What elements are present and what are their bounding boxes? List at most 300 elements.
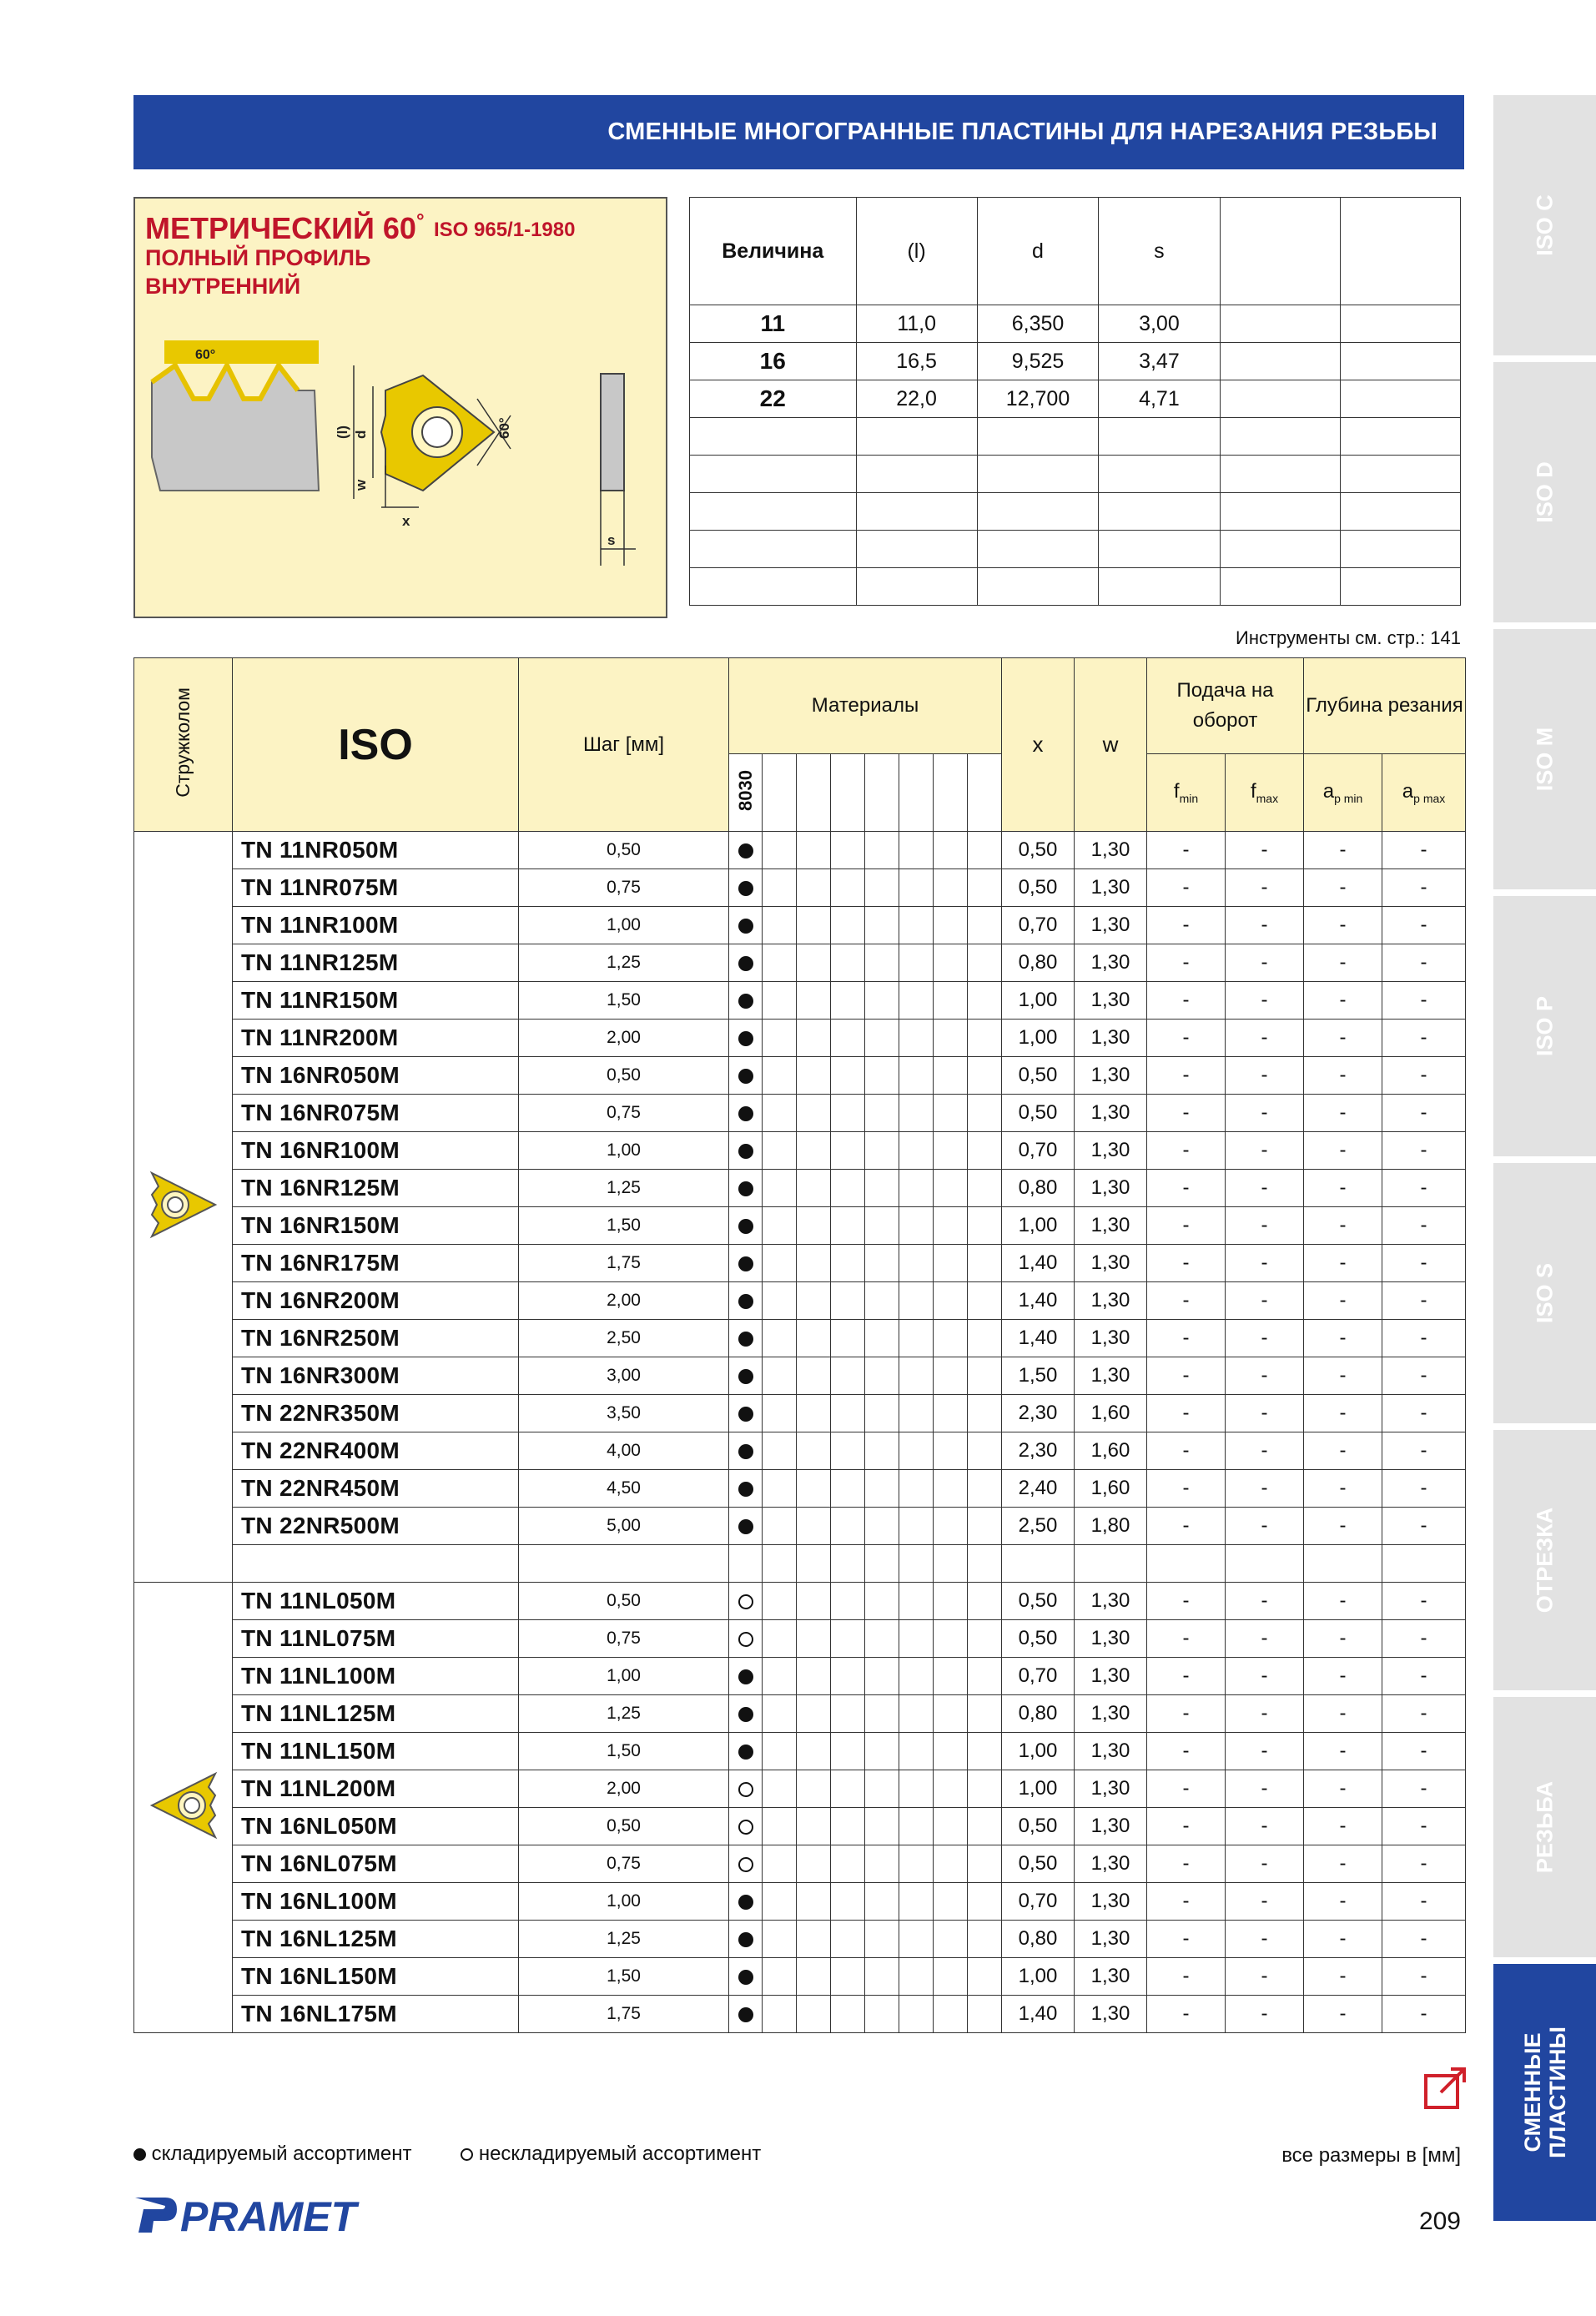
side-tab[interactable]: [1493, 896, 1596, 1156]
material-empty-cell: [934, 1583, 968, 1620]
fmin-value: -: [1147, 982, 1226, 1020]
size-header-cell: d: [977, 198, 1099, 305]
material-empty-cell: [797, 832, 831, 869]
material-empty-cell: [797, 1020, 831, 1057]
stock-status: [729, 1733, 763, 1770]
material-empty-cell: [831, 1921, 865, 1958]
apmax-value: -: [1382, 1658, 1466, 1695]
material-empty-cell: [899, 1996, 934, 2033]
material-empty-cell: [797, 1132, 831, 1170]
material-empty-cell: [968, 1245, 1002, 1282]
material-empty-cell: [899, 1020, 934, 1057]
chipbreaker-header: Стружколом: [134, 658, 233, 832]
w-value: [1075, 1545, 1147, 1583]
fmax-value: -: [1226, 832, 1304, 869]
material-empty-cell: [865, 1057, 899, 1095]
filled-dot-icon: [738, 1144, 753, 1159]
material-empty-cell: [797, 1170, 831, 1207]
stock-status: [729, 869, 763, 907]
apmin-value: -: [1304, 1808, 1382, 1845]
material-empty-cell: [968, 1132, 1002, 1170]
x-value: 2,50: [1002, 1508, 1075, 1545]
fmin-value: -: [1147, 1620, 1226, 1658]
table-row: [134, 1470, 1466, 1508]
fmax-value: -: [1226, 1395, 1304, 1432]
insert-code: TN 16NL175M: [233, 1996, 519, 2033]
stock-status: [729, 1545, 763, 1583]
material-empty-cell: [763, 907, 797, 944]
fmax-value: -: [1226, 1432, 1304, 1470]
side-tab-label: ISO M: [1532, 727, 1557, 792]
material-empty-cell: [865, 1432, 899, 1470]
side-tab[interactable]: [1493, 629, 1596, 889]
table-row: [134, 1733, 1466, 1770]
apmin-value: -: [1304, 1996, 1382, 2033]
w-value: 1,30: [1075, 907, 1147, 944]
x-value: 0,50: [1002, 1095, 1075, 1132]
stock-status: [729, 832, 763, 869]
size-value-cell: [1220, 380, 1340, 418]
apmin-value: -: [1304, 1845, 1382, 1883]
fmax-value: -: [1226, 1245, 1304, 1282]
material-empty-cell: [797, 1883, 831, 1921]
pitch-value: 0,75: [519, 869, 729, 907]
insert-code: TN 11NR150M: [233, 982, 519, 1020]
filled-dot-icon: [738, 1369, 753, 1384]
fmin-value: -: [1147, 869, 1226, 907]
fmin-value: -: [1147, 1808, 1226, 1845]
fmin-value: -: [1147, 1357, 1226, 1395]
apmin-value: -: [1304, 982, 1382, 1020]
size-header-cell: [1220, 198, 1340, 305]
filled-dot-icon: [133, 2148, 146, 2161]
apmin-value: -: [1304, 1432, 1382, 1470]
apmin-value: -: [1304, 1095, 1382, 1132]
material-empty-cell: [831, 1508, 865, 1545]
material-empty-cell: [763, 1282, 797, 1320]
apmax-value: -: [1382, 907, 1466, 944]
stock-status: [729, 1207, 763, 1245]
pitch-value: 0,50: [519, 832, 729, 869]
table-row: [134, 907, 1466, 944]
material-empty-cell: [899, 1545, 934, 1583]
material-empty-cell: [831, 1207, 865, 1245]
size-value-cell: 4,71: [1099, 380, 1220, 418]
size-value-cell: [1340, 305, 1460, 343]
x-value: 1,00: [1002, 1958, 1075, 1996]
svg-text:60°: 60°: [195, 348, 216, 362]
size-value-cell: [1099, 531, 1220, 568]
material-empty-cell: [865, 1658, 899, 1695]
w-value: 1,30: [1075, 1357, 1147, 1395]
stock-status: [729, 1845, 763, 1883]
fmin-value: -: [1147, 1095, 1226, 1132]
tools-reference-note: Инструменты см. стр.: 141: [1236, 627, 1461, 648]
material-empty-cell: [831, 1808, 865, 1845]
fmax-value: -: [1226, 1733, 1304, 1770]
material-empty-cell: [763, 1770, 797, 1808]
apmax-value: -: [1382, 1695, 1466, 1733]
material-empty-cell: [763, 1845, 797, 1883]
x-value: 0,80: [1002, 944, 1075, 982]
material-empty-cell: [797, 1245, 831, 1282]
x-value: 1,00: [1002, 982, 1075, 1020]
material-empty-cell: [865, 1620, 899, 1658]
w-value: 1,30: [1075, 832, 1147, 869]
material-empty-cell: [797, 1395, 831, 1432]
profile-standard: ISO 965/1-1980: [434, 219, 576, 241]
stock-status: [729, 1282, 763, 1320]
material-empty-cell: [865, 1245, 899, 1282]
table-row: [134, 869, 1466, 907]
insert-code: TN 16NL075M: [233, 1845, 519, 1883]
stock-status: [729, 1320, 763, 1357]
material-empty-cell: [797, 1996, 831, 2033]
material-empty-cell: [899, 1207, 934, 1245]
apmax-value: -: [1382, 1432, 1466, 1470]
size-table-row: [690, 456, 1461, 493]
fmax-value: -: [1226, 1808, 1304, 1845]
material-empty-cell: [899, 944, 934, 982]
size-cell: [690, 531, 857, 568]
side-tab[interactable]: [1493, 1430, 1596, 1690]
pitch-value: 1,75: [519, 1245, 729, 1282]
stock-status: [729, 944, 763, 982]
filled-dot-icon: [738, 1294, 753, 1309]
material-empty-cell: [934, 1733, 968, 1770]
stock-status: [729, 982, 763, 1020]
fmax-value: -: [1226, 1583, 1304, 1620]
material-empty-cell: [865, 1132, 899, 1170]
size-value-cell: [1340, 456, 1460, 493]
size-header-cell: [1340, 198, 1460, 305]
material-empty-cell: [797, 1320, 831, 1357]
size-value-cell: [1340, 343, 1460, 380]
material-empty-cell: [968, 1921, 1002, 1958]
material-empty-cell: [934, 1207, 968, 1245]
material-empty-cell: [934, 1470, 968, 1508]
fmax-value: -: [1226, 1020, 1304, 1057]
x-value: 0,70: [1002, 907, 1075, 944]
size-value-cell: [1099, 418, 1220, 456]
material-empty-cell: [831, 869, 865, 907]
stock-status: [729, 1057, 763, 1095]
material-empty-cell: [831, 1395, 865, 1432]
material-empty-cell: [865, 1996, 899, 2033]
insert-geometry-diagram: [135, 340, 666, 607]
w-value: 1,30: [1075, 1245, 1147, 1282]
apmin-value: -: [1304, 1282, 1382, 1320]
side-tab[interactable]: [1493, 95, 1596, 355]
table-row: [134, 1770, 1466, 1808]
size-table-row: [690, 305, 1461, 343]
size-value-cell: [977, 531, 1099, 568]
w-value: 1,30: [1075, 1733, 1147, 1770]
material-empty-cell: [763, 1658, 797, 1695]
material-empty-cell: [831, 1057, 865, 1095]
filled-dot-icon: [738, 1707, 753, 1722]
pitch-value: 1,75: [519, 1996, 729, 2033]
fmin-value: [1147, 1545, 1226, 1583]
size-cell: 22: [690, 380, 857, 418]
material-empty-cell: [934, 1958, 968, 1996]
size-value-cell: [1220, 456, 1340, 493]
w-value: 1,30: [1075, 1845, 1147, 1883]
material-empty-cell: [934, 1245, 968, 1282]
material-empty-cell: [865, 1883, 899, 1921]
material-empty-cell: [899, 1883, 934, 1921]
size-value-cell: [1220, 531, 1340, 568]
fmin-value: -: [1147, 1996, 1226, 2033]
material-empty-cell: [934, 1808, 968, 1845]
insert-code: TN 16NL100M: [233, 1883, 519, 1921]
w-value: 1,30: [1075, 1282, 1147, 1320]
apmax-value: -: [1382, 1095, 1466, 1132]
size-table: [689, 197, 1461, 606]
open-dot-icon: [738, 1594, 753, 1609]
material-empty-cell: [865, 907, 899, 944]
apmax-value: -: [1382, 869, 1466, 907]
filled-dot-icon: [738, 1219, 753, 1234]
material-empty-cell: [968, 1282, 1002, 1320]
material-empty-header: [934, 754, 968, 832]
size-value-cell: [1340, 380, 1460, 418]
insert-code: TN 22NR500M: [233, 1508, 519, 1545]
size-value-cell: [977, 493, 1099, 531]
material-empty-cell: [831, 1770, 865, 1808]
table-row: [134, 1207, 1466, 1245]
material-empty-header: [831, 754, 865, 832]
table-row: [134, 1357, 1466, 1395]
material-empty-cell: [934, 944, 968, 982]
apmax-value: -: [1382, 1132, 1466, 1170]
material-empty-cell: [797, 907, 831, 944]
material-empty-cell: [934, 1508, 968, 1545]
filled-dot-icon: [738, 1669, 753, 1684]
side-tab[interactable]: [1493, 1697, 1596, 1957]
open-dot-icon: [738, 1632, 753, 1647]
insert-code: TN 16NR200M: [233, 1282, 519, 1320]
material-empty-cell: [831, 982, 865, 1020]
size-value-cell: [856, 456, 977, 493]
pitch-value: 0,50: [519, 1583, 729, 1620]
table-row: [134, 1432, 1466, 1470]
material-empty-cell: [968, 1095, 1002, 1132]
material-empty-cell: [968, 1357, 1002, 1395]
material-empty-cell: [968, 1996, 1002, 2033]
w-value: 1,30: [1075, 1620, 1147, 1658]
material-empty-cell: [831, 1170, 865, 1207]
feed-header: Подача на оборот: [1147, 658, 1304, 754]
material-empty-cell: [831, 1132, 865, 1170]
profile-type: ПОЛНЫЙ ПРОФИЛЬ: [145, 245, 371, 270]
fmin-value: -: [1147, 1958, 1226, 1996]
fmin-value: -: [1147, 1921, 1226, 1958]
table-row: [134, 1057, 1466, 1095]
material-empty-cell: [865, 1207, 899, 1245]
filled-dot-icon: [738, 1932, 753, 1947]
material-empty-cell: [865, 1470, 899, 1508]
material-empty-cell: [865, 1020, 899, 1057]
size-table-row: [690, 568, 1461, 606]
fmax-value: -: [1226, 869, 1304, 907]
material-empty-cell: [831, 1583, 865, 1620]
insert-code: TN 16NR100M: [233, 1132, 519, 1170]
material-empty-cell: [968, 1620, 1002, 1658]
filled-dot-icon: [738, 1407, 753, 1422]
size-value-cell: [1340, 568, 1460, 606]
insert-code: TN 11NL125M: [233, 1695, 519, 1733]
material-empty-cell: [831, 1883, 865, 1921]
material-empty-cell: [968, 1545, 1002, 1583]
material-empty-cell: [934, 1695, 968, 1733]
apmax-value: -: [1382, 1770, 1466, 1808]
insert-code: TN 16NL050M: [233, 1808, 519, 1845]
material-empty-cell: [763, 1432, 797, 1470]
material-empty-cell: [968, 1808, 1002, 1845]
x-value: 1,40: [1002, 1996, 1075, 2033]
filled-dot-icon: [738, 919, 753, 934]
material-empty-cell: [934, 1395, 968, 1432]
side-tab-label: РЕЗЬБА: [1532, 1780, 1557, 1874]
pitch-value: 2,00: [519, 1282, 729, 1320]
size-value-cell: [1340, 493, 1460, 531]
apmin-value: -: [1304, 1320, 1382, 1357]
size-value-cell: [1340, 531, 1460, 568]
material-empty-cell: [899, 1808, 934, 1845]
material-empty-cell: [763, 1395, 797, 1432]
material-empty-header: [899, 754, 934, 832]
fmax-value: -: [1226, 1132, 1304, 1170]
material-empty-cell: [797, 1357, 831, 1395]
apmax-value: -: [1382, 1170, 1466, 1207]
pitch-value: 0,50: [519, 1808, 729, 1845]
apmax-value: -: [1382, 1583, 1466, 1620]
side-tab[interactable]: [1493, 362, 1596, 622]
material-empty-cell: [831, 1658, 865, 1695]
material-empty-cell: [831, 832, 865, 869]
apmax-value: -: [1382, 1057, 1466, 1095]
pitch-value: 1,00: [519, 907, 729, 944]
material-empty-cell: [968, 1658, 1002, 1695]
w-value: 1,30: [1075, 1132, 1147, 1170]
insert-code: TN 22NR400M: [233, 1432, 519, 1470]
fmax-value: -: [1226, 944, 1304, 982]
size-value-cell: [977, 568, 1099, 606]
table-row: [134, 1245, 1466, 1282]
material-empty-cell: [865, 1095, 899, 1132]
w-value: 1,30: [1075, 1996, 1147, 2033]
pitch-header: Шаг [мм]: [519, 658, 729, 832]
material-empty-cell: [934, 1095, 968, 1132]
pitch-value: 0,75: [519, 1845, 729, 1883]
fmin-value: -: [1147, 1395, 1226, 1432]
material-empty-cell: [797, 1583, 831, 1620]
filled-dot-icon: [738, 1970, 753, 1985]
side-tab[interactable]: [1493, 1964, 1596, 2221]
fmin-value: -: [1147, 1508, 1226, 1545]
external-link-icon[interactable]: [1422, 2064, 1471, 2112]
x-value: [1002, 1545, 1075, 1583]
table-row: [134, 1695, 1466, 1733]
material-empty-cell: [934, 1921, 968, 1958]
material-empty-cell: [968, 1508, 1002, 1545]
size-value-cell: [1099, 568, 1220, 606]
insert-right-hand-icon: [134, 832, 233, 1583]
material-empty-cell: [763, 1020, 797, 1057]
material-empty-cell: [899, 1245, 934, 1282]
profile-side: ВНУТРЕННИЙ: [145, 274, 301, 299]
material-empty-cell: [968, 1057, 1002, 1095]
size-value-cell: [1220, 418, 1340, 456]
table-row: [134, 1545, 1466, 1583]
x-value: 2,40: [1002, 1470, 1075, 1508]
apmax-value: -: [1382, 1395, 1466, 1432]
pitch-value: 0,50: [519, 1057, 729, 1095]
apmin-value: -: [1304, 1620, 1382, 1658]
material-empty-cell: [797, 1733, 831, 1770]
filled-dot-icon: [738, 1332, 753, 1347]
stock-status: [729, 1958, 763, 1996]
insert-code: TN 11NL075M: [233, 1620, 519, 1658]
material-empty-cell: [968, 944, 1002, 982]
apmax-value: -: [1382, 1508, 1466, 1545]
apmax-value: -: [1382, 944, 1466, 982]
material-empty-cell: [763, 1170, 797, 1207]
side-tab[interactable]: [1493, 1163, 1596, 1423]
size-value-cell: [1220, 568, 1340, 606]
material-empty-cell: [831, 1432, 865, 1470]
apmax-value: -: [1382, 1020, 1466, 1057]
material-empty-cell: [831, 1470, 865, 1508]
apmin-value: -: [1304, 944, 1382, 982]
material-empty-cell: [934, 1357, 968, 1395]
apmin-value: -: [1304, 1695, 1382, 1733]
table-row: [134, 1020, 1466, 1057]
material-empty-cell: [865, 1395, 899, 1432]
material-empty-cell: [797, 869, 831, 907]
svg-text:x: x: [402, 513, 410, 529]
x-value: 0,70: [1002, 1883, 1075, 1921]
insert-code: TN 11NR100M: [233, 907, 519, 944]
x-value: 2,30: [1002, 1395, 1075, 1432]
fmin-value: -: [1147, 1470, 1226, 1508]
fmax-value: [1226, 1545, 1304, 1583]
x-value: 1,50: [1002, 1357, 1075, 1395]
material-empty-cell: [934, 1996, 968, 2033]
material-empty-cell: [968, 1320, 1002, 1357]
x-value: 0,80: [1002, 1170, 1075, 1207]
fmin-value: -: [1147, 1845, 1226, 1883]
material-empty-cell: [968, 1432, 1002, 1470]
fmin-value: -: [1147, 1658, 1226, 1695]
material-empty-cell: [865, 1583, 899, 1620]
material-empty-cell: [899, 1095, 934, 1132]
table-row: [134, 1132, 1466, 1170]
material-empty-cell: [899, 832, 934, 869]
material-empty-cell: [831, 1733, 865, 1770]
size-table-row: [690, 531, 1461, 568]
apmax-value: -: [1382, 1207, 1466, 1245]
material-empty-cell: [899, 1432, 934, 1470]
filled-dot-icon: [738, 881, 753, 896]
material-empty-cell: [831, 1095, 865, 1132]
fmin-value: -: [1147, 1583, 1226, 1620]
pitch-value: 1,50: [519, 1958, 729, 1996]
material-empty-cell: [763, 1545, 797, 1583]
material-empty-cell: [865, 1357, 899, 1395]
material-empty-cell: [934, 1545, 968, 1583]
